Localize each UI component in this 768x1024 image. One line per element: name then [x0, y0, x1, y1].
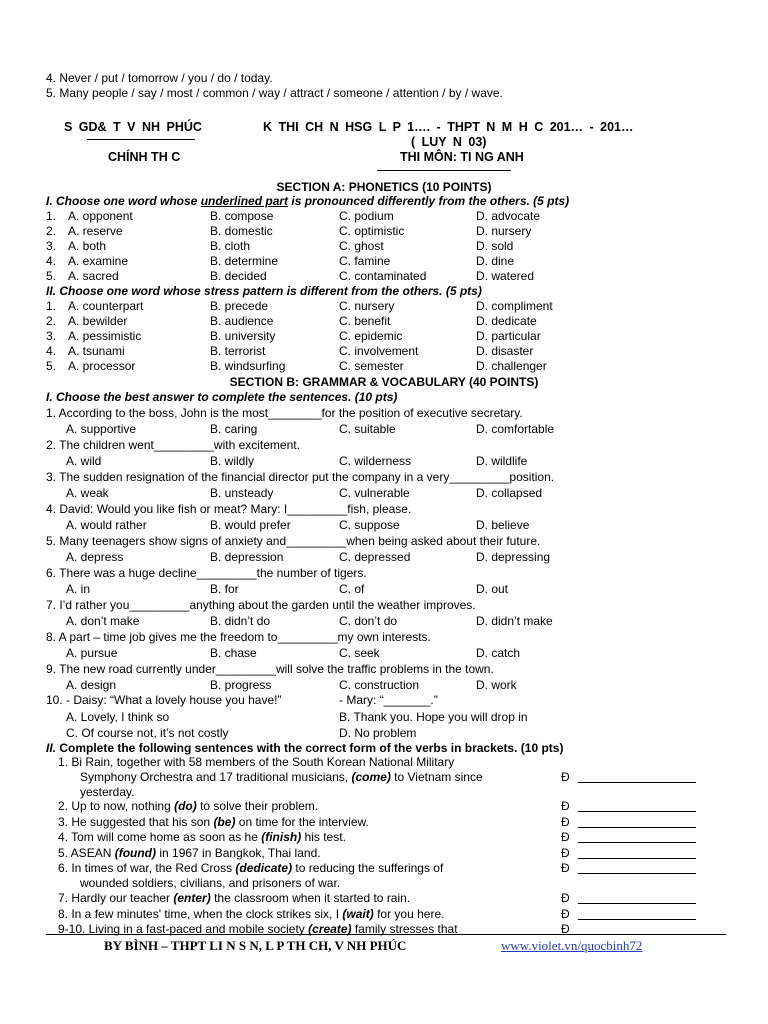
exam-subject: THI MÔN: TI NG ANH [400, 150, 524, 164]
option-c[interactable]: C. semester [339, 359, 404, 373]
option-c[interactable]: C. suppose [339, 518, 400, 532]
option-b[interactable]: B. depression [210, 550, 284, 564]
option-c[interactable]: C. contaminated [339, 269, 427, 283]
verb-question-line: 9-10. Living in a fast-paced and mobile society (create) family stresses that [58, 922, 458, 936]
option-b[interactable]: B. domestic [210, 224, 273, 238]
question-number: 5. [46, 269, 57, 283]
option-b[interactable]: B. for [210, 582, 239, 596]
question-text: 8. A part – time job gives me the freedom to_________my own interests. [46, 630, 431, 644]
option-b[interactable]: B. caring [210, 422, 258, 436]
option-b[interactable]: B. decided [210, 269, 267, 283]
option-b[interactable]: B. wildly [210, 454, 255, 468]
option-a[interactable]: A. sacred [68, 269, 119, 283]
answer-mark: Đ [561, 830, 570, 844]
question-text: 2. The children went_________with excitement. [46, 438, 300, 452]
question-number: 4. [46, 254, 57, 268]
option-a[interactable]: A. design [66, 678, 117, 692]
option-a[interactable]: A. processor [68, 359, 136, 373]
option-b[interactable]: B. audience [210, 314, 274, 328]
option-b[interactable]: B. university [210, 329, 276, 343]
answer-blank[interactable] [578, 857, 696, 859]
option-d[interactable]: D. challenger [476, 359, 547, 373]
question-number: 2. [46, 224, 57, 238]
option-a[interactable]: A. supportive [66, 422, 137, 436]
option-a[interactable]: A. don’t make [66, 614, 140, 628]
answer-mark: Đ [561, 846, 570, 860]
option-b[interactable]: B. precede [210, 299, 269, 313]
answer-mark: Đ [561, 799, 570, 813]
option-b[interactable]: B. chase [210, 646, 257, 660]
option-a[interactable]: A. reserve [68, 224, 123, 238]
department-name: S GD& T V NH PHÚC [64, 120, 202, 134]
answer-mark: Đ [561, 922, 570, 936]
exercise-line-4: 4. Never / put / tomorrow / you / do / today. [46, 71, 273, 85]
option-d[interactable]: D. believe [476, 518, 530, 532]
section-a-title: SECTION A: PHONETICS (10 POINTS) [276, 180, 492, 194]
question-text: 9. The new road currently under_________will solve the traffic problems in the town. [46, 662, 494, 676]
answer-mark: Đ [561, 907, 570, 921]
grammar-part2-instruction: II. Complete the following sentences with the correct form of the verbs in brackets. (10 pts) [46, 741, 564, 755]
answer-blank[interactable] [578, 872, 696, 874]
verb-question-line: 3. He suggested that his son (be) on time for the interview. [58, 815, 369, 829]
option-a[interactable]: A. both [68, 239, 107, 253]
answer-blank[interactable] [578, 918, 696, 920]
option-c[interactable]: C. nursery [339, 299, 395, 313]
footer-link[interactable]: www.violet.vn/quocbinh72 [501, 938, 643, 953]
option-d[interactable]: D. sold [476, 239, 514, 253]
question-text: 1. According to the boss, John is the most________for the position of executive secretary. [46, 406, 523, 420]
option-c[interactable]: C. Of course not, it’s not costly [66, 726, 229, 740]
option-a[interactable]: A. depress [66, 550, 124, 564]
verb-question-line: wounded soldiers, civilians, and prisoners of war. [80, 876, 341, 890]
verb-question-line: 2. Up to now, nothing (do) to solve their problem. [58, 799, 319, 813]
question-number: 1. [46, 209, 57, 223]
option-d[interactable]: D. work [476, 678, 517, 692]
question-number: 3. [46, 329, 57, 343]
official-label: CHÍNH TH C [108, 150, 181, 164]
option-c[interactable]: C. depressed [339, 550, 411, 564]
option-d[interactable]: D. nursery [476, 224, 532, 238]
option-a[interactable]: A. examine [68, 254, 129, 268]
verb-question-line: 4. Tom will come home as soon as he (finish) his test. [58, 830, 346, 844]
question-number: 3. [46, 239, 57, 253]
answer-mark: Đ [561, 861, 570, 875]
option-c[interactable]: C. epidemic [339, 329, 403, 343]
answer-blank[interactable] [578, 810, 696, 812]
verb-question-line: Symphony Orchestra and 17 traditional musicians, (come) to Vietnam since [80, 770, 483, 784]
option-a[interactable]: A. Lovely, I think so [66, 710, 170, 724]
option-d[interactable]: D. out [476, 582, 509, 596]
option-c[interactable]: C. seek [339, 646, 380, 660]
option-a[interactable]: A. wild [66, 454, 102, 468]
option-a[interactable]: A. in [66, 582, 91, 596]
option-b[interactable]: B. compose [210, 209, 274, 223]
question-10: 10. - Daisy: “What a lovely house you have!” [46, 693, 282, 707]
question-number: 1. [46, 299, 57, 313]
option-c[interactable]: C. vulnerable [339, 486, 410, 500]
option-d[interactable]: D. watered [476, 269, 535, 283]
verb-question-line: 5. ASEAN (found) in 1967 in Bangkok, Thai land. [58, 846, 321, 860]
header-right-rule [377, 170, 511, 171]
option-b[interactable]: B. cloth [210, 239, 251, 253]
option-c[interactable]: C. don’t do [339, 614, 398, 628]
verb-question-line: 8. In a few minutes' time, when the clock strikes six, I (wait) for you here. [58, 907, 445, 921]
option-c[interactable]: C. optimistic [339, 224, 405, 238]
exam-subtitle: ( LUY N 03) [411, 135, 487, 149]
option-a[interactable]: A. pessimistic [68, 329, 142, 343]
option-d[interactable]: D. collapsed [476, 486, 543, 500]
question-text: 6. There was a huge decline_________the number of tigers. [46, 566, 367, 580]
option-d[interactable]: D. dine [476, 254, 515, 268]
answer-blank[interactable] [578, 826, 696, 828]
question-text: 3. The sudden resignation of the financial director put the company in a very_________position. [46, 470, 555, 484]
grammar-part1-instruction: I. Choose the best answer to complete the sentences. (10 pts) [46, 390, 398, 404]
exercise-line-5: 5. Many people / say / most / common / way / attract / someone / attention / by / wave. [46, 86, 503, 100]
option-c[interactable]: C. podium [339, 209, 394, 223]
option-a[interactable]: A. counterpart [68, 299, 144, 313]
option-d[interactable]: D. particular [476, 329, 541, 343]
option-b[interactable]: B. determine [210, 254, 279, 268]
option-b[interactable]: B. didn’t do [210, 614, 271, 628]
option-a[interactable]: A. opponent [68, 209, 133, 223]
option-d[interactable]: D. wildlife [476, 454, 528, 468]
question-number: 2. [46, 314, 57, 328]
option-b[interactable]: B. unsteady [210, 486, 274, 500]
option-c[interactable]: C. of [339, 582, 365, 596]
question-10-reply: - Mary: “_______.” [339, 693, 438, 707]
answer-mark: Đ [561, 815, 570, 829]
option-a[interactable]: A. pursue [66, 646, 118, 660]
header-left-rule [87, 139, 195, 140]
option-d[interactable]: D. catch [476, 646, 521, 660]
answer-mark: Đ [561, 891, 570, 905]
option-c[interactable]: C. benefit [339, 314, 391, 328]
verb-question-line: 6. In times of war, the Red Cross (dedicate) to reducing the sufferings of [58, 861, 444, 875]
answer-blank[interactable] [578, 841, 696, 843]
option-d[interactable]: D. compliment [476, 299, 553, 313]
option-b[interactable]: B. progress [210, 678, 272, 692]
exam-title: K THI CH N HSG L P 1…. - THPT N M H C 201… - 201… [263, 120, 634, 134]
option-d[interactable]: D. disaster [476, 344, 534, 358]
footer-rule [46, 934, 726, 935]
option-a[interactable]: A. bewilder [68, 314, 128, 328]
verb-question-line: 7. Hardly our teacher (enter) the classroom when it started to rain. [58, 891, 411, 905]
option-b[interactable]: B. Thank you. Hope you will drop in [339, 710, 528, 724]
option-d[interactable]: D. depressing [476, 550, 551, 564]
option-a[interactable]: A. weak [66, 486, 109, 500]
answer-blank[interactable] [578, 781, 696, 783]
question-number: 4. [46, 344, 57, 358]
phonetics-part2-instruction: II. Choose one word whose stress pattern is different from the others. (5 pts) [46, 284, 482, 298]
question-text: 5. Many teenagers show signs of anxiety and_________when being asked about their future. [46, 534, 541, 548]
question-number: 5. [46, 359, 57, 373]
answer-blank[interactable] [578, 902, 696, 904]
option-c[interactable]: C. suitable [339, 422, 396, 436]
verb-question-line: yesterday. [80, 785, 135, 799]
option-b[interactable]: B. terrorist [210, 344, 266, 358]
option-c[interactable]: C. ghost [339, 239, 384, 253]
option-a[interactable]: A. would rather [66, 518, 147, 532]
question-text: 7. I’d rather you_________anything about the garden until the weather improves. [46, 598, 476, 612]
option-c[interactable]: C. wilderness [339, 454, 412, 468]
option-c[interactable]: C. involvement [339, 344, 419, 358]
answer-mark: Đ [561, 770, 570, 784]
question-text: 4. David: Would you like fish or meat? Mary: I_________fish, please. [46, 502, 412, 516]
option-d[interactable]: D. No problem [339, 726, 417, 740]
phonetics-part1-instruction: I. Choose one word whose underlined part is pronounced differently from the others. (5 pts) [46, 194, 570, 208]
option-c[interactable]: C. famine [339, 254, 391, 268]
option-a[interactable]: A. tsunami [68, 344, 125, 358]
option-c[interactable]: C. construction [339, 678, 420, 692]
option-d[interactable]: D. didn’t make [476, 614, 553, 628]
option-b[interactable]: B. windsurfing [210, 359, 286, 373]
section-b-title: SECTION B: GRAMMAR & VOCABULARY (40 POINTS) [229, 375, 539, 389]
option-b[interactable]: B. would prefer [210, 518, 291, 532]
option-d[interactable]: D. comfortable [476, 422, 555, 436]
verb-question-line: 1. Bi Rain, together with 58 members of the South Korean National Military [58, 755, 455, 769]
footer-author: BY BÌNH – THPT LI N S N, L P TH CH, V NH PHÚC [104, 938, 407, 953]
option-d[interactable]: D. advocate [476, 209, 541, 223]
option-d[interactable]: D. dedicate [476, 314, 537, 328]
